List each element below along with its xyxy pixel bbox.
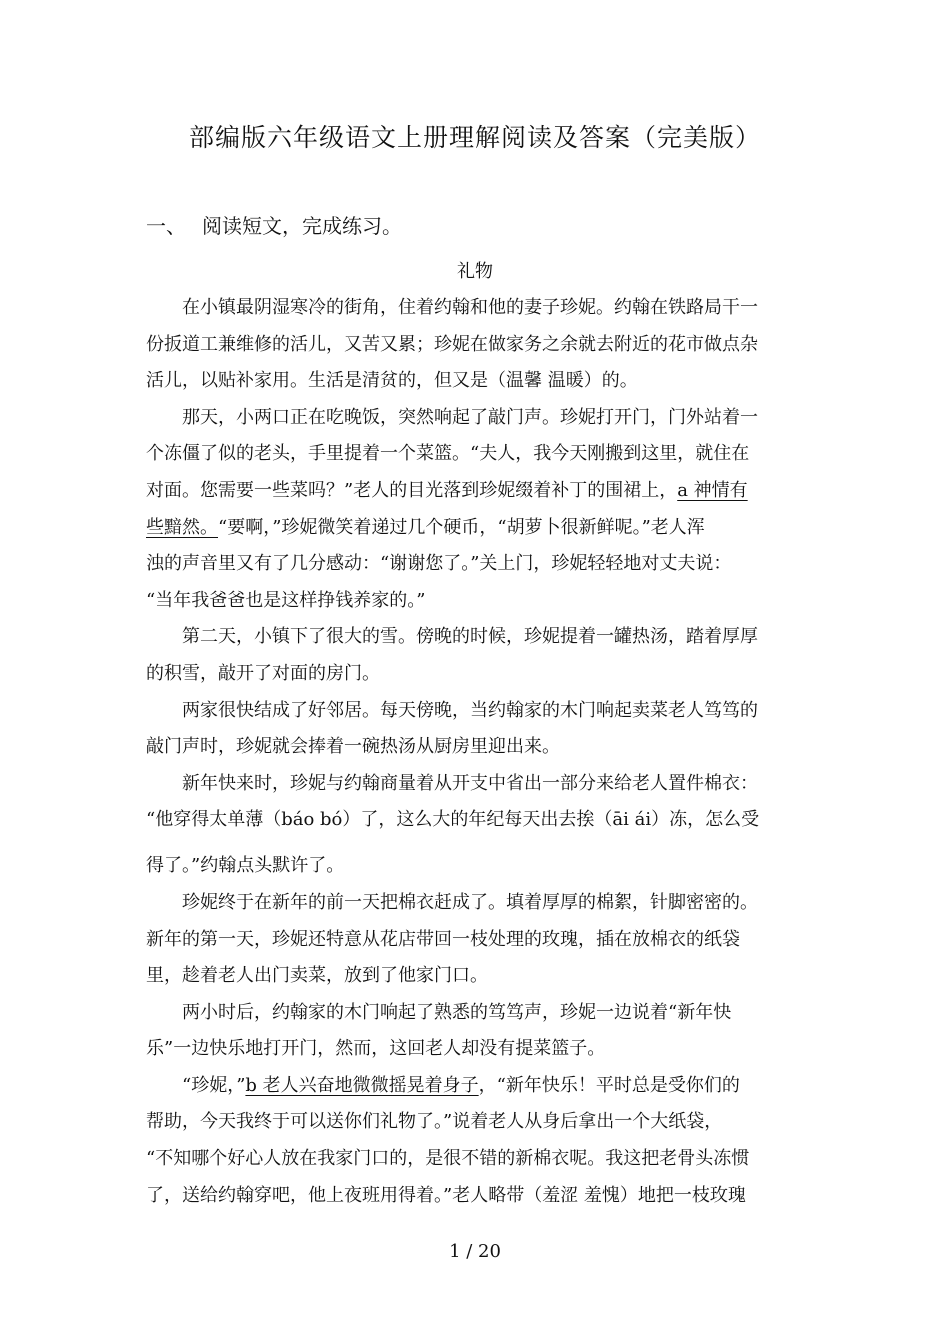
story-body bbox=[146, 290, 806, 1214]
section-number: 一、 bbox=[146, 214, 186, 238]
text-segment: 对面。您需要一些菜吗？”老人的目光落到珍妮缀着补丁的围裙上， bbox=[146, 479, 678, 501]
page-number: 1 / 20 bbox=[449, 1241, 501, 1262]
text-segment: ，“新年快乐！平时总是受你们的 bbox=[478, 1074, 740, 1096]
text-line: 的积雪，敲开了对面的房门。 bbox=[146, 662, 380, 684]
text-line: 浊的声音里又有了几分感动：“谢谢您了。”关上门，珍妮轻轻地对丈夫说： bbox=[146, 553, 732, 575]
section-heading bbox=[146, 210, 402, 239]
text-line bbox=[146, 510, 806, 547]
text-line bbox=[146, 802, 806, 848]
text-segment: “他穿得太单 bbox=[146, 809, 246, 831]
dotted-character: 薄 bbox=[245, 809, 264, 831]
text-segment: “珍妮，” bbox=[146, 1074, 246, 1096]
text-line: 两小时后，约翰家的木门响起了熟悉的笃笃声，珍妮一边说着“新年快 bbox=[146, 1001, 732, 1023]
text-line: 新年快来时，珍妮与约翰商量着从开支中省出一部分来给老人置件棉衣： bbox=[146, 772, 758, 794]
text-line: 帮助，今天我终于可以送你们礼物了。”说着老人从身后拿出一个大纸袋， bbox=[146, 1111, 723, 1133]
document-title: 部编版六年级语文上册理解阅读及答案（完美版） bbox=[188, 123, 761, 152]
text-line: “当年我爸爸也是这样挣钱养家的。” bbox=[146, 589, 426, 611]
text-line: 那天，小两口正在吃晚饭，突然响起了敲门声。珍妮打开门，门外站着一 bbox=[146, 406, 758, 428]
underlined-sentence-a-end: 些黯然。 bbox=[146, 516, 218, 538]
text-line: “不知哪个好心人放在我家门口的，是很不错的新棉衣呢。我这把老骨头冻惯 bbox=[146, 1148, 750, 1170]
text-line: 在小镇最阴湿寒冷的街角，住着约翰和他的妻子珍妮。约翰在铁路局干一 bbox=[146, 297, 758, 318]
text-line: 得了。”约翰点头默许了。 bbox=[146, 855, 345, 877]
text-line: 两家很快结成了好邻居。每天傍晚，当约翰家的木门响起卖菜老人笃笃的 bbox=[146, 699, 758, 721]
text-line: 新年的第一天，珍妮还特意从花店带回一枝处理的玫瑰，插在放棉衣的纸袋 bbox=[146, 928, 740, 950]
text-line: 乐”一边快乐地打开门，然而，这回老人却没有提菜篮子。 bbox=[146, 1038, 606, 1060]
text-line bbox=[146, 1068, 806, 1105]
text-line bbox=[146, 473, 806, 510]
pinyin-choice: （āi ái）冻，怎么受 bbox=[594, 809, 760, 831]
underlined-sentence-a: a 神情有 bbox=[677, 479, 748, 501]
text-line: 个冻僵了似的老头，手里提着一个菜篮。“夫人，我今天刚搬到这里，就住在 bbox=[146, 443, 750, 465]
pinyin-choice: （báo bó）了，这么大的年纪每天出去 bbox=[263, 809, 577, 831]
text-line: 敲门声时，珍妮就会捧着一碗热汤从厨房里迎出来。 bbox=[146, 736, 560, 758]
story-title: 礼物 bbox=[457, 261, 493, 282]
text-line: 份扳道工兼维修的活儿，又苦又累；珍妮在做家务之余就去附近的花市做点杂 bbox=[146, 333, 758, 355]
text-segment: “要啊，”珍妮微笑着递过几个硬币，“胡萝卜很新鲜呢。”老人浑 bbox=[218, 516, 705, 538]
text-line: 活儿，以贴补家用。生活是清贫的，但又是（温馨 温暖）的。 bbox=[146, 370, 638, 392]
dotted-character: 挨 bbox=[576, 809, 595, 831]
section-instruction: 阅读短文，完成练习。 bbox=[202, 214, 402, 238]
text-line: 里，趁着老人出门卖菜，放到了他家门口。 bbox=[146, 965, 488, 987]
text-line: 了，送给约翰穿吧，他上夜班用得着。”老人略带（羞涩 羞愧）地把一枝玫瑰 bbox=[146, 1184, 746, 1206]
underlined-sentence-b: b 老人兴奋地微微摇晃着身子 bbox=[245, 1074, 479, 1096]
text-line: 珍妮终于在新年的前一天把棉衣赶成了。填着厚厚的棉絮，针脚密密的。 bbox=[146, 891, 758, 913]
text-line: 第二天，小镇下了很大的雪。傍晚的时候，珍妮提着一罐热汤，踏着厚厚 bbox=[146, 626, 758, 648]
